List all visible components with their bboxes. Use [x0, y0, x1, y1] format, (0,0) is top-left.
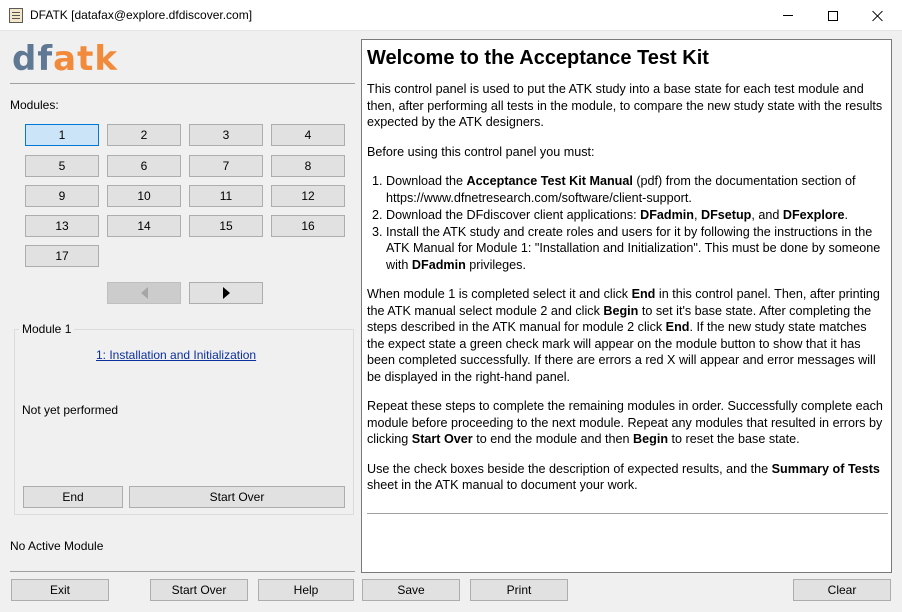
print-button[interactable]: Print [470, 579, 568, 601]
content-rule [367, 513, 888, 514]
status-separator [10, 571, 355, 572]
prev-page-button [107, 282, 181, 304]
intro-paragraph: This control panel is used to put the ATK study into a base state for each test module and then, after performing all tests in the module, to compare the new study state with the results expected by the ATK designers. [367, 82, 883, 129]
module-status: Not yet performed [22, 403, 119, 417]
module-button-2[interactable]: 2 [107, 124, 181, 146]
module-button-14[interactable]: 14 [107, 215, 181, 237]
module-button-12[interactable]: 12 [271, 185, 345, 207]
save-button[interactable]: Save [362, 579, 460, 601]
next-page-button[interactable] [189, 282, 263, 304]
module-link[interactable]: 1: Installation and Initialization [96, 348, 257, 362]
arrow-right-icon[interactable] [223, 287, 230, 299]
close-button[interactable] [855, 0, 901, 31]
module-button-1[interactable]: 1 [25, 124, 99, 146]
module-button-3[interactable]: 3 [189, 124, 263, 146]
module-button-4[interactable]: 4 [271, 124, 345, 146]
module-button-5[interactable]: 5 [25, 155, 99, 177]
content-panel [361, 39, 892, 573]
module-button-7[interactable]: 7 [189, 155, 263, 177]
app-icon [9, 8, 23, 23]
end-button[interactable]: End [23, 486, 123, 508]
close-icon [872, 10, 884, 22]
setup-step-1: 1. Download the Acceptance Test Kit Manual (pdf) from the documentation section of https://www.dfnetresearch.com/software/client-support. [386, 173, 887, 206]
module-button-6[interactable]: 6 [107, 155, 181, 177]
module-group-title: Module 1 [19, 322, 74, 336]
client-area [0, 31, 902, 612]
module-button-9[interactable]: 9 [25, 185, 99, 207]
minimize-icon [783, 15, 793, 16]
completion-paragraph: When module 1 is completed select it and click End in this control panel. Then, after printing the ATK manual select module 2 and click Begin to set it's base state. After completing the steps described in the ATK manual for module 2 click End. If the new study state matches the expect state a green check mark will appear on the module button to show that it has been completed successfully. If there are errors a red X will appear and error messages will be displayed in the right-hand panel. [367, 287, 880, 384]
dfatk-logo: dfatk [12, 39, 118, 79]
module-start-over-button[interactable]: Start Over [129, 486, 345, 508]
setup-step-2: 2. Download the DFdiscover client applications: DFadmin, DFsetup, and DFexplore. [386, 207, 887, 224]
module-button-10[interactable]: 10 [107, 185, 181, 207]
arrow-left-icon [141, 287, 148, 299]
module-button-16[interactable]: 16 [271, 215, 345, 237]
window-title: DFATK [datafax@explore.dfdiscover.com] [30, 8, 253, 22]
setup-step-3: 3. Install the ATK study and create roles and users for it by following the instructions in the ATK Manual for Module 1: "Installation and Initialization". This must be done by someone with DFadmin privileges. [386, 224, 887, 274]
module-button-15[interactable]: 15 [189, 215, 263, 237]
logo-separator [10, 83, 355, 84]
module-button-11[interactable]: 11 [189, 185, 263, 207]
repeat-paragraph: Repeat these steps to complete the remaining modules in order. Successfully complete each module before proceeding to the next module. Repeat any modules that resulted in errors by clicking Start Over to end the module and then Begin to reset the base state. [367, 399, 883, 446]
clear-button[interactable]: Clear [793, 579, 891, 601]
setup-steps-list [386, 173, 887, 273]
title-bar [0, 0, 902, 31]
content-body [367, 81, 887, 507]
module-button-8[interactable]: 8 [271, 155, 345, 177]
document-paragraph: Use the check boxes beside the description of expected results, and the Summary of Tests sheet in the ATK manual to document your work. [367, 461, 880, 492]
help-button[interactable]: Help [258, 579, 354, 601]
exit-button[interactable]: Exit [11, 579, 109, 601]
start-over-button[interactable]: Start Over [150, 579, 248, 601]
minimize-button[interactable] [765, 0, 811, 31]
active-module-status: No Active Module [10, 539, 104, 553]
module-button-17[interactable]: 17 [25, 245, 99, 267]
module-button-13[interactable]: 13 [25, 215, 99, 237]
before-paragraph: Before using this control panel you must: [367, 144, 595, 159]
modules-label: Modules: [10, 98, 59, 112]
maximize-button[interactable] [810, 0, 856, 31]
content-heading: Welcome to the Acceptance Test Kit [367, 47, 709, 69]
maximize-icon [828, 11, 838, 21]
